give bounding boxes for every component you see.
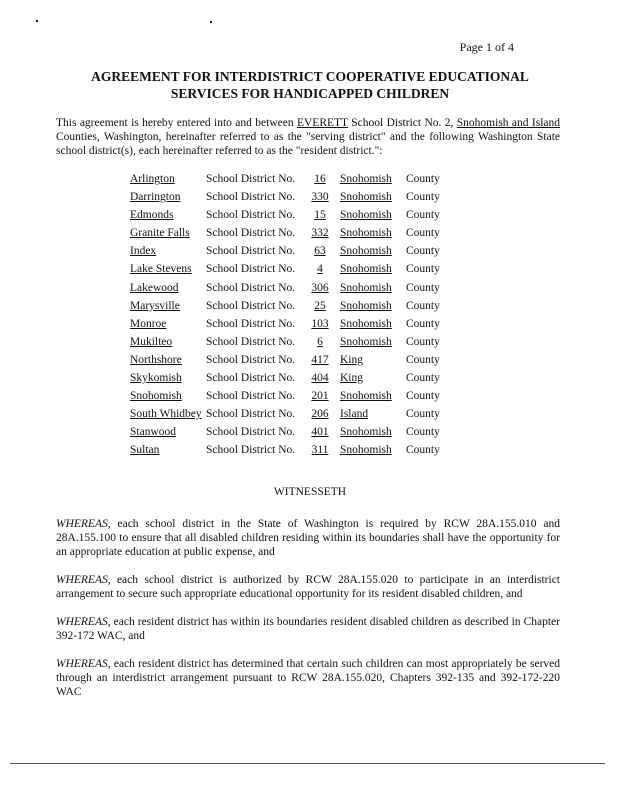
district-row — [130, 318, 450, 336]
district-row — [130, 191, 450, 209]
district-row — [130, 444, 450, 462]
footer-rule — [10, 763, 605, 764]
district-label: School District No. — [206, 426, 296, 439]
district-county: King — [340, 372, 363, 385]
district-name: Lake Stevens — [130, 263, 192, 276]
district-name: Granite Falls — [130, 227, 190, 240]
title-line-2: SERVICES FOR HANDICAPPED CHILDREN — [170, 86, 450, 101]
district-row — [130, 408, 450, 426]
district-row — [130, 354, 450, 372]
district-county: Snohomish — [340, 173, 392, 185]
district-label: School District No. — [206, 299, 296, 312]
whereas-text: , each resident district has within its boundaries resident disabled children as described in Chapter 392-172 WAC, and — [56, 616, 560, 642]
intro-paragraph — [56, 116, 560, 158]
whereas-paragraph — [56, 615, 560, 643]
district-name: Index — [130, 245, 157, 258]
district-name: Northshore — [130, 353, 182, 366]
county-label: County — [406, 335, 440, 348]
district-label: School District No. — [206, 353, 296, 366]
county-label: County — [406, 317, 440, 330]
district-number: 417 — [311, 353, 329, 366]
district-label: School District No. — [206, 191, 296, 204]
district-name: Darrington — [130, 191, 181, 204]
document-title — [0, 68, 620, 102]
district-row — [130, 245, 450, 263]
district-county: Snohomish — [340, 444, 392, 457]
district-name: Monroe — [130, 317, 167, 330]
district-row — [130, 282, 450, 300]
district-number: 201 — [311, 390, 329, 403]
district-row — [130, 300, 450, 318]
whereas-paragraph — [56, 573, 560, 601]
district-label: School District No. — [206, 317, 296, 330]
county-label: County — [406, 390, 440, 403]
district-row — [130, 336, 450, 354]
district-number: 332 — [311, 227, 329, 240]
district-number: 63 — [314, 245, 326, 258]
scan-speck — [36, 20, 38, 22]
scan-speck — [210, 21, 212, 23]
whereas-text: , each school district is authorized by RCW 28A.155.020 to participate in an interdistrict arrangement to secure such appropriate educational opportunity for its resident disabled children, and — [56, 574, 560, 600]
district-label: School District No. — [206, 372, 296, 385]
district-row — [130, 390, 450, 408]
county-label: County — [406, 191, 440, 204]
district-county: Island — [340, 408, 369, 421]
district-name: Edmonds — [130, 209, 174, 222]
district-county: Snohomish — [340, 281, 392, 294]
district-label: School District No. — [206, 173, 296, 185]
county-label: County — [406, 245, 440, 258]
district-row — [130, 263, 450, 281]
district-label: School District No. — [206, 335, 296, 348]
serving-counties: Snohomish and Island — [456, 117, 560, 129]
district-list — [130, 173, 450, 463]
district-name: Skykomish — [130, 372, 182, 385]
district-label: School District No. — [206, 227, 296, 240]
intro-text-1: This agreement is hereby entered into and between — [56, 117, 297, 129]
district-county: King — [340, 353, 363, 366]
county-label: County — [406, 281, 440, 294]
district-label: School District No. — [206, 281, 296, 294]
witnesseth-heading: WITNESSETH — [273, 486, 347, 498]
whereas-text: , each resident district has determined that certain such children can most appropriately be served through an interdistrict arrangement pursuant to RCW 28A.155.020, Chapters 392-135 and 392-172-220 WAC — [56, 658, 560, 698]
whereas-paragraph — [56, 517, 560, 559]
district-number: 4 — [317, 263, 323, 276]
county-label: County — [406, 372, 440, 385]
district-name: South Whidbey — [130, 408, 202, 421]
district-name: Arlington — [130, 173, 175, 185]
district-number: 306 — [311, 281, 329, 294]
county-label: County — [406, 444, 440, 457]
district-county: Snohomish — [340, 426, 392, 439]
district-row — [130, 372, 450, 390]
district-county: Snohomish — [340, 390, 392, 403]
district-county: Snohomish — [340, 209, 392, 222]
county-label: County — [406, 209, 440, 222]
district-name: Snohomish — [130, 390, 182, 403]
intro-text-2: School District No. 2, — [347, 117, 457, 129]
county-label: County — [406, 408, 440, 421]
district-name: Lakewood — [130, 281, 179, 294]
district-row — [130, 227, 450, 245]
district-row — [130, 209, 450, 227]
district-name: Sultan — [130, 444, 160, 457]
county-label: County — [406, 173, 440, 185]
district-county: Snohomish — [340, 191, 392, 204]
district-number: 401 — [311, 426, 329, 439]
page-number: Page 1 of 4 — [459, 40, 514, 54]
district-number: 6 — [317, 335, 323, 348]
whereas-paragraph — [56, 657, 560, 699]
district-number: 25 — [314, 299, 326, 312]
district-county: Snohomish — [340, 245, 392, 258]
county-label: County — [406, 299, 440, 312]
serving-district-name: EVERETT — [296, 117, 348, 129]
district-number: 404 — [311, 372, 329, 385]
whereas-lead: WHEREAS — [56, 574, 108, 586]
whereas-lead: WHEREAS — [56, 616, 108, 628]
district-label: School District No. — [206, 209, 296, 222]
district-label: School District No. — [206, 390, 296, 403]
district-label: School District No. — [206, 444, 296, 457]
district-county: Snohomish — [340, 299, 392, 312]
district-number: 15 — [314, 209, 326, 222]
district-label: School District No. — [206, 408, 296, 421]
whereas-text: , each school district in the State of Washington is required by RCW 28A.155.010 and 28A.155.100 to ensure that all disabled children residing within its boundaries shall have the opportunity for an appropriate education at public expense, and — [56, 518, 560, 558]
district-county: Snohomish — [340, 263, 392, 276]
county-label: County — [406, 227, 440, 240]
district-county: Snohomish — [340, 317, 392, 330]
county-label: County — [406, 426, 440, 439]
district-county: Snohomish — [340, 227, 392, 240]
intro-text-3: Counties, Washington, hereinafter referred to as the "serving district" and the following Washington State school district(s), each hereinafter referred to as the "resident district.": — [56, 131, 560, 157]
district-label: School District No. — [206, 263, 296, 276]
district-number: 311 — [311, 444, 329, 457]
county-label: County — [406, 353, 440, 366]
whereas-lead: WHEREAS — [56, 518, 108, 530]
title-line-1: AGREEMENT FOR INTERDISTRICT COOPERATIVE EDUCATIONAL — [91, 69, 529, 84]
district-row — [130, 173, 450, 191]
district-county: Snohomish — [340, 335, 392, 348]
district-name: Mukilteo — [130, 335, 173, 348]
whereas-lead: WHEREAS — [56, 658, 108, 670]
district-number: 16 — [314, 173, 326, 185]
district-row — [130, 426, 450, 444]
county-label: County — [406, 263, 440, 276]
district-name: Marysville — [130, 299, 180, 312]
district-number: 206 — [311, 408, 329, 421]
district-number: 103 — [311, 317, 329, 330]
district-name: Stanwood — [130, 426, 176, 439]
district-label: School District No. — [206, 245, 296, 258]
district-number: 330 — [311, 191, 329, 204]
